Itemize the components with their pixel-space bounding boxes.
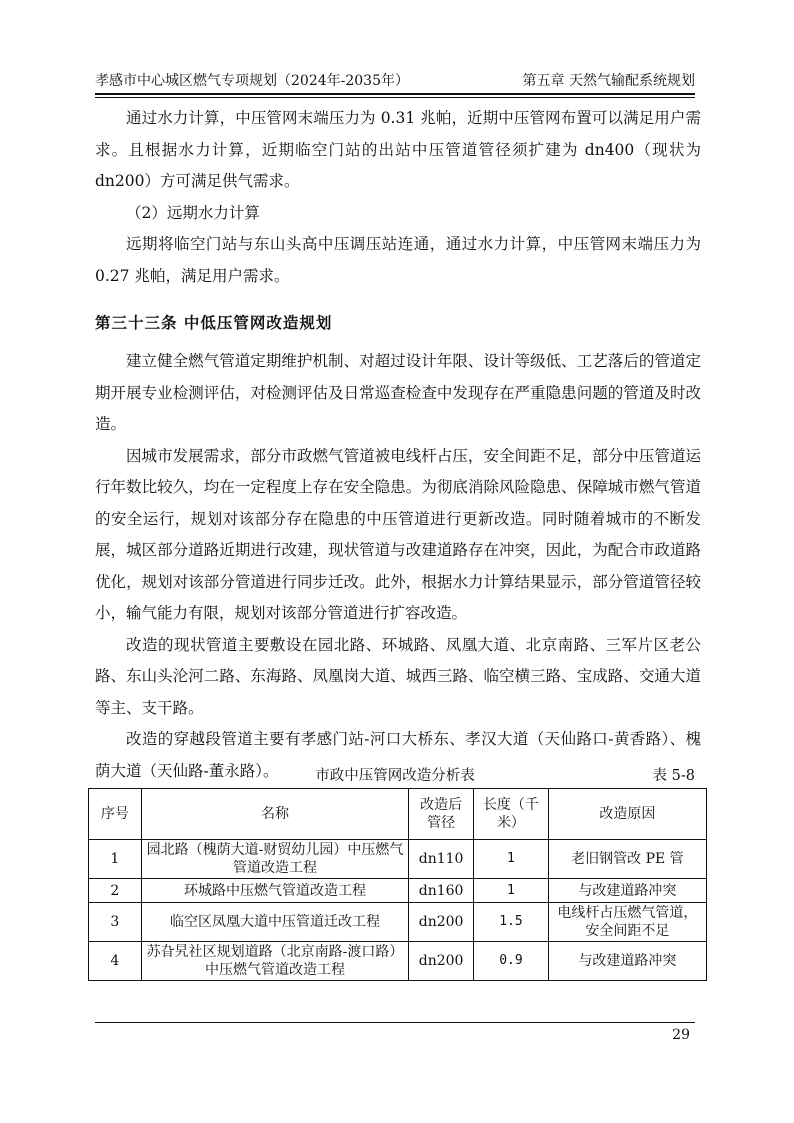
paragraph-maintenance-mechanism: 建立健全燃气管道定期维护机制、对超过设计年限、设计等级低、工艺落后的管道定期开展专业检测评估，对检测评估及日常巡查检查中发现存在严重隐患问题的管道及时改造。 [95,352,701,433]
table-row [89,942,707,981]
cell-length: 1 [474,879,549,903]
cell-no: 1 [89,840,142,879]
cell-no: 4 [89,942,142,981]
cell-name: 临空区凤凰大道中压管道迁改工程 [141,903,408,942]
sub-heading-long-term-calc: （2）远期水力计算 [126,203,260,222]
paragraph-renovation-reasons: 因城市发展需求，部分市政燃气管道被电线杆占压，安全间距不足，部分中压管道运行年数比较久，均在一定程度上存在安全隐患。为彻底消除风险隐患、保障城市燃气管道的安全运行，规划对该部分存在隐患的中压管道进行更新改造。同时随着城市的不断发展，城区部分道路近期进行改建，现状管道与改建道路存在冲突，因此，为配合市政道路优化，规划对该部分管道进行同步迁改。此外，根据水力计算结果显示，部分管道管径较小，输气能力有限，规划对该部分管道进行扩容改造。 [95,446,701,622]
cell-diameter: dn200 [409,942,474,981]
paragraph-near-term-result: 通过水力计算，中压管网末端压力为 0.31 兆帕，近期中压管网布置可以满足用户需求。且根据水力计算，近期临空门站的出站中压管道管径须扩建为 dn400（现状为 dn200）方可满足供气需求。 [95,109,701,190]
table-row [89,840,707,879]
paragraph-long-term-result: 远期将临空门站与东山头高中压调压站连通，通过水力计算，中压管网末端压力为 0.27 兆帕，满足用户需求。 [95,235,701,285]
page-body [95,103,701,787]
table-row [89,879,707,903]
column-header-no: 序号 [89,789,142,840]
paragraph-crossing-sections: 改造的穿越段管道主要有孝感门站-河口大桥东、孝汉大道（天仙路口-黄香路）、槐荫大道（天仙路-董永路）。 [95,730,701,780]
header-rule [95,93,695,95]
table-number: 表 5-8 [652,768,695,784]
cell-diameter: dn200 [409,903,474,942]
header-chapter-title: 第五章 天然气输配系统规划 [522,73,695,89]
table-header-row [89,789,707,840]
cell-name: 园北路（槐荫大道-财贸幼儿园）中压燃气管道改造工程 [141,840,408,879]
column-header-length: 长度（千米） [474,789,549,840]
paragraph-renovated-roads: 改造的现状管道主要敷设在园北路、环城路、凤凰大道、北京南路、三军片区老公路、东山头沦河二路、东海路、凤凰岗大道、城西三路、临空横三路、宝成路、交通大道等主、支干路。 [95,635,701,717]
cell-length: 1 [474,840,549,879]
cell-no: 2 [89,879,142,903]
page-number: 29 [672,1027,690,1043]
cell-diameter: dn110 [409,840,474,879]
cell-name: 苏旮旯社区规划道路（北京南路-渡口路）中压燃气管道改造工程 [141,942,408,981]
cell-length: 0.9 [474,942,549,981]
cell-reason: 与改建道路冲突 [548,879,706,903]
header-document-title: 孝感市中心城区燃气专项规划（2024年-2035年） [95,73,409,89]
cell-name: 环城路中压燃气管道改造工程 [141,879,408,903]
column-header-diameter: 改造后管径 [409,789,474,840]
footer-rule [95,1022,695,1023]
column-header-reason: 改造原因 [548,789,706,840]
page-header [95,70,695,92]
cell-reason: 电线杆占压燃气管道，安全间距不足 [548,903,706,942]
cell-no: 3 [89,903,142,942]
article-heading: 第三十三条 中低压管网改造规划 [95,314,333,332]
cell-reason: 老旧钢管改 PE 管 [548,840,706,879]
table-caption [95,766,695,786]
cell-diameter: dn160 [409,879,474,903]
table-title: 市政中压管网改造分析表 [315,768,475,784]
table-row [89,903,707,942]
column-header-name: 名称 [141,789,408,840]
renovation-table [88,788,707,981]
header-rule-thin [95,97,695,98]
cell-length: 1.5 [474,903,549,942]
cell-reason: 与改建道路冲突 [548,942,706,981]
